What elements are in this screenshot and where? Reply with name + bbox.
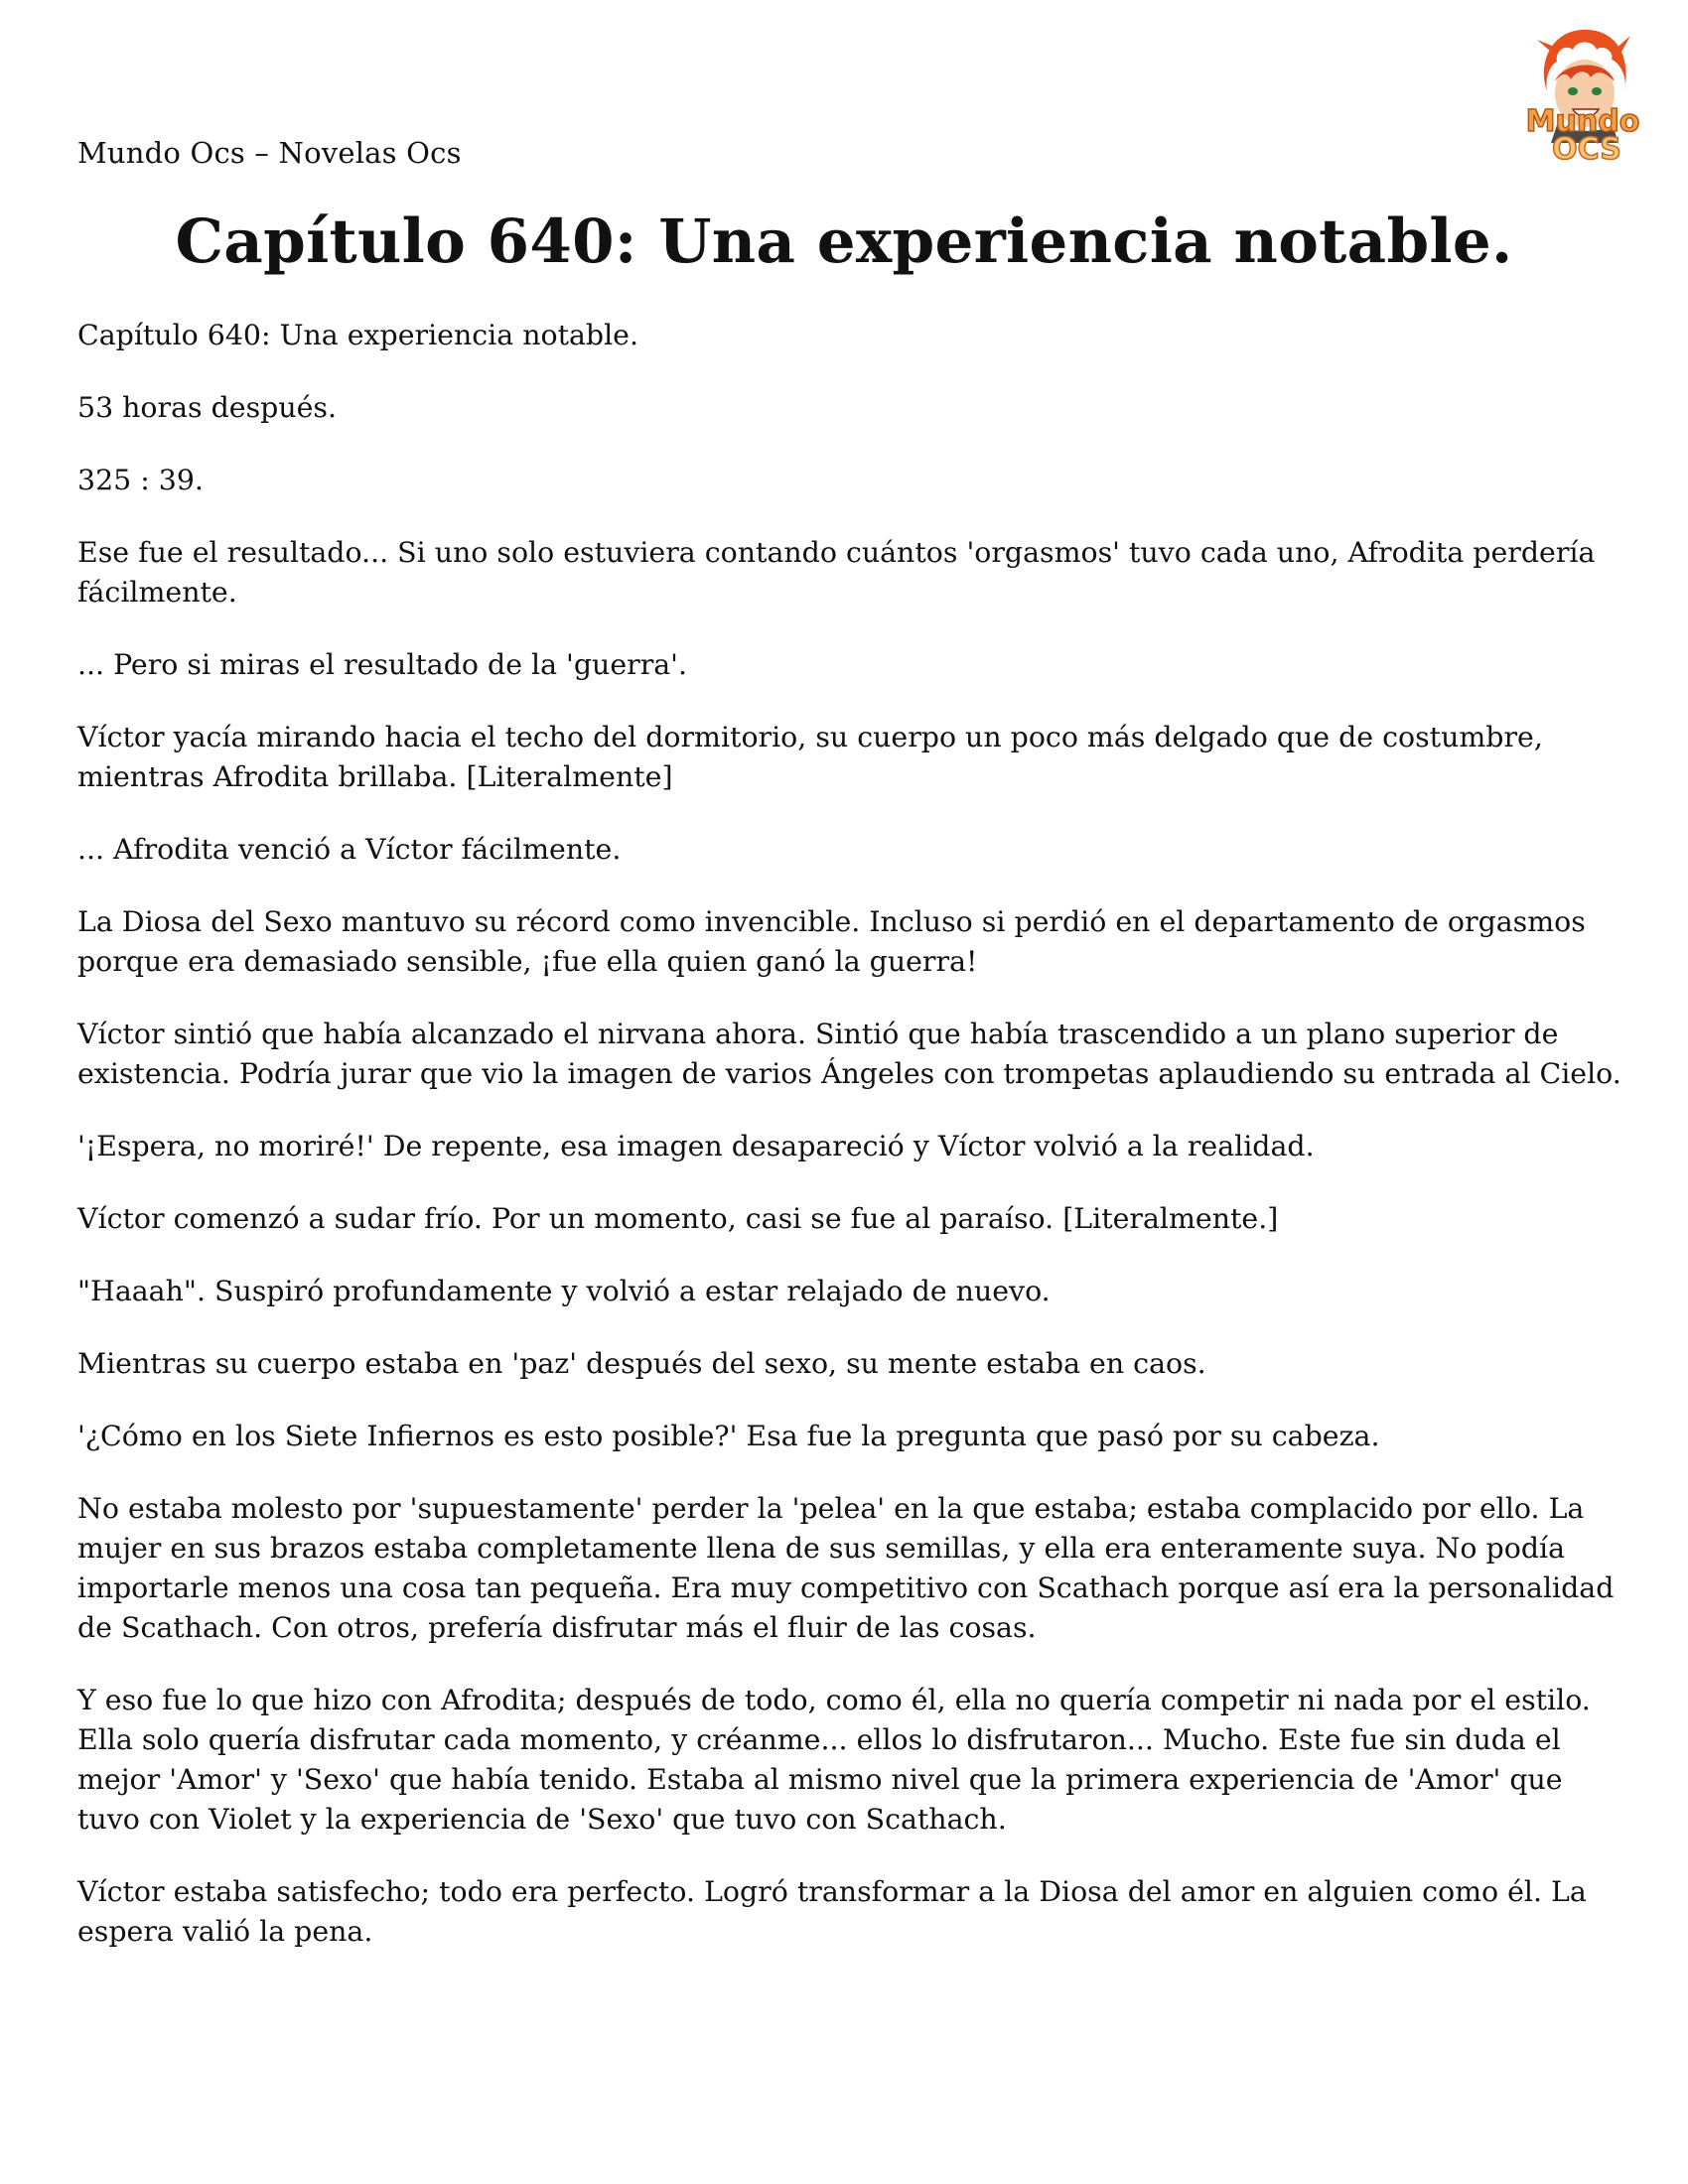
paragraph: No estaba molesto por 'supuestamente' perder la 'pelea' en la que estaba; estaba complacido por ello. La mujer en sus brazos estaba completamente llena de sus semillas, y ella era enteramente suya. No podía importarle menos una cosa tan pequeña. Era muy competitivo con Scathach porque así era la personalidad de Scathach. Con otros, prefería disfrutar más el fluir de las cosas. [77, 1492, 1615, 1644]
paragraph: Capítulo 640: Una experiencia notable. [77, 319, 638, 351]
paragraph: "Haaah". Suspiró profundamente y volvió a estar relajado de nuevo. [77, 1275, 1051, 1307]
mundo-ocs-logo-icon [1507, 22, 1658, 173]
paragraph: Ese fue el resultado... Si uno solo estuviera contando cuántos 'orgasmos' tuvo cada uno, Afrodita perdería fácilmente. [77, 536, 1596, 609]
paragraph: '¡Espera, no moriré!' De repente, esa imagen desapareció y Víctor volvió a la realidad. [77, 1130, 1315, 1162]
paragraph: Víctor yacía mirando hacia el techo del dormitorio, su cuerpo un poco más delgado que de costumbre, mientras Afrodita brillaba. [Literalmente] [77, 721, 1543, 793]
svg-text:OCS: OCS [1552, 132, 1621, 167]
paragraph: 325 : 39. [77, 464, 204, 496]
paragraph: Y eso fue lo que hizo con Afrodita; después de todo, como él, ella no quería competir ni nada por el estilo. Ella solo quería disfrutar cada momento, y créanme... ellos lo disfrutaron... Mucho. Este fue sin duda el mejor 'Amor' y 'Sexo' que había tenido. Estaba al mismo nivel que la primera experiencia de 'Amor' que tuvo con Violet y la experiencia de 'Sexo' que tuvo con Scathach. [77, 1684, 1591, 1836]
paragraph: Víctor estaba satisfecho; todo era perfecto. Logró transformar a la Diosa del amor en alguien como él. La espera valió la pena. [77, 1875, 1587, 1948]
paragraph: ... Pero si miras el resultado de la 'guerra'. [77, 648, 688, 681]
paragraph: 53 horas después. [77, 391, 338, 424]
site-header: Mundo Ocs – Novelas Ocs [77, 136, 462, 170]
paragraph: Víctor comenzó a sudar frío. Por un momento, casi se fue al paraíso. [Literalmente.] [77, 1202, 1279, 1235]
paragraph: ... Afrodita venció a Víctor fácilmente. [77, 833, 622, 866]
paragraph: Mientras su cuerpo estaba en 'paz' después del sexo, su mente estaba en caos. [77, 1347, 1206, 1380]
chapter-title: Capítulo 640: Una experiencia notable. [175, 206, 1513, 277]
paragraph: Víctor sintió que había alcanzado el nirvana ahora. Sintió que había trascendido a un plano superior de existencia. Podría jurar que vio la imagen de varios Ángeles con trompetas aplaudiendo su entrada al Cielo. [77, 1018, 1621, 1090]
paragraph: '¿Cómo en los Siete Infiernos es esto posible?' Esa fue la pregunta que pasó por su cabeza. [77, 1420, 1380, 1452]
paragraph: La Diosa del Sexo mantuvo su récord como invencible. Incluso si perdió en el departamento de orgasmos porque era demasiado sensible, ¡fue ella quien ganó la guerra! [77, 905, 1586, 978]
svg-text:Mundo: Mundo [1525, 104, 1640, 139]
chapter-body [77, 316, 1626, 1984]
